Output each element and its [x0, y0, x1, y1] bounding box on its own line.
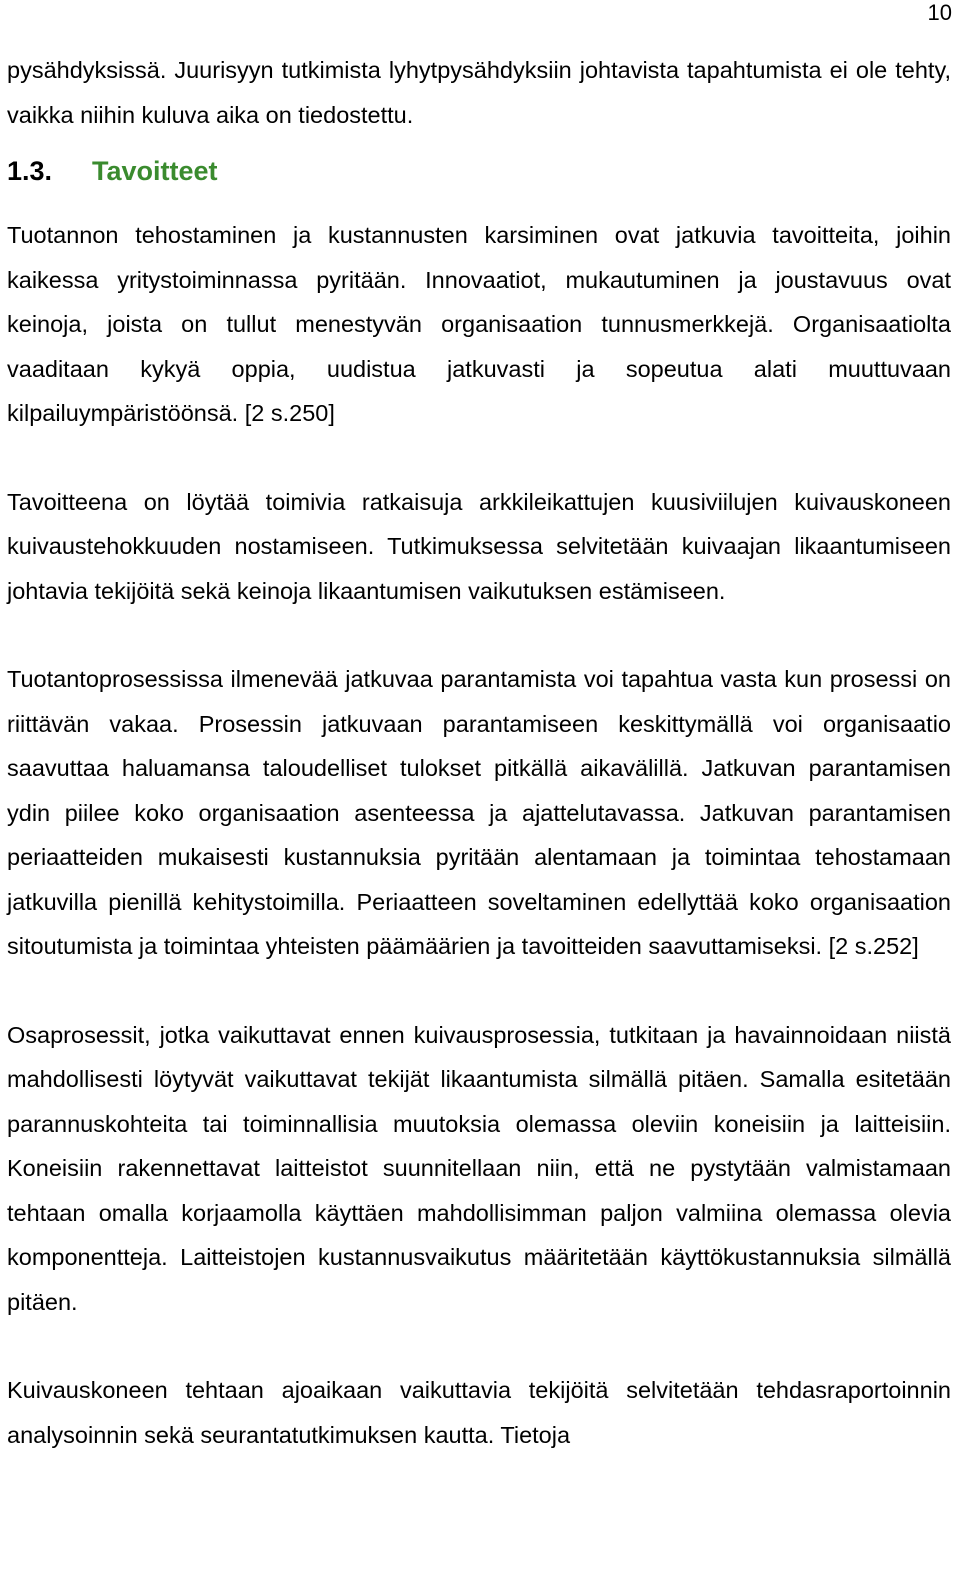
section-heading — [7, 145, 951, 203]
paragraph-continuation: pysähdyksissä. Juurisyyn tutkimista lyhytpysähdyksiin johtavista tapahtumista ei ole tehty, vaikka niihin kuluva aika on tiedostettu. — [7, 57, 951, 128]
section-number: 1.3. — [7, 156, 53, 186]
page-number: 10 — [927, 0, 952, 25]
paragraph: Osaprosessit, jotka vaikuttavat ennen kuivausprosessia, tutkitaan ja havainnoidaan niistä mahdollisesti löytyvät vaikuttavat tekijät likaantumista silmällä pitäen. Samalla esitetään parannuskohteita tai toiminnallisia muutoksia olemassa oleviin koneisiin ja laitteisiin. Koneisiin rakennettavat laitteistot suunnitellaan niin, että ne pystytään valmistamaan tehtaan omalla korjaamolla käyttäen mahdollisimman paljon valmiina olemassa olevia komponentteja. Laitteistojen kustannusvaikutus määritetään käyttökustannuksia silmällä pitäen. — [7, 1021, 951, 1315]
section-title: Tavoitteet — [92, 156, 218, 186]
paragraph: Tuotannon tehostaminen ja kustannusten karsiminen ovat jatkuvia tavoitteita, joihin kaikessa yritystoiminnassa pyritään. Innovaatiot, mukautuminen ja joustavuus ovat keinoja, joista on tullut menestyvän organisaation tunnusmerkkejä. Organisaatiolta vaaditaan kykyä oppia, uudistua jatkuvasti ja sopeutua alati muuttuvaan kilpailuympäristöönsä. [2 s.250] — [7, 222, 951, 426]
paragraph: Tavoitteena on löytää toimivia ratkaisuja arkkileikattujen kuusiviilujen kuivauskoneen kuivaustehokkuuden nostamiseen. Tutkimuksessa selvitetään kuivaajan likaantumiseen johtavia tekijöitä sekä keinoja likaantumisen vaikutuksen estämiseen. — [7, 488, 951, 604]
page-content — [7, 48, 951, 1457]
paragraph: Kuivauskoneen tehtaan ajoaikaan vaikuttavia tekijöitä selvitetään tehdasraportoinnin analysoinnin sekä seurantatutkimuksen kautta. Tietoja — [7, 1377, 951, 1448]
paragraph: Tuotantoprosessissa ilmenevää jatkuvaa parantamista voi tapahtua vasta kun prosessi on riittävän vakaa. Prosessin jatkuvaan parantamiseen keskittymällä voi organisaatio saavuttaa haluamansa taloudelliset tulokset pitkällä aikavälillä. Jatkuvan parantamisen ydin piilee koko organisaation asenteessa ja ajattelutavassa. Jatkuvan parantamisen periaatteiden mukaisesti kustannuksia pyritään alentamaan ja toimintaa tehostamaan jatkuvilla pienillä kehitystoimilla. Periaatteen soveltaminen edellyttää koko organisaation sitoutumista ja toimintaa yhteisten päämäärien ja tavoitteiden saavuttamiseksi. [2 s.252] — [7, 666, 951, 959]
